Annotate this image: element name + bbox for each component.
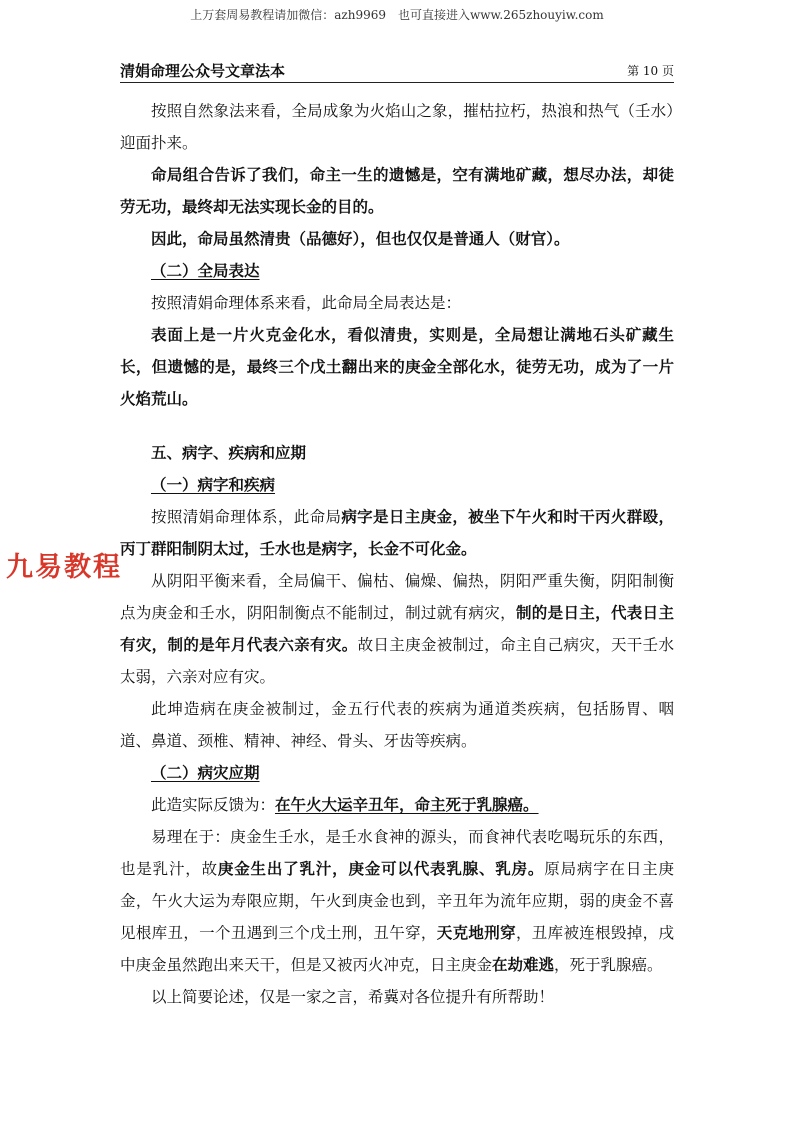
text-run: 此造实际反馈为： — [151, 796, 276, 814]
paragraph: 按照清娟命理体系来看，此命局全局表达是： — [151, 294, 462, 312]
paragraph-bold — [120, 319, 674, 415]
text-run: 从阴阳平衡来看，全局偏干、偏枯、偏燥、偏热，阴阳严重失衡，阴阳制衡点为庚金和壬水，阴阳制衡点不能制过，制过就有病灾， — [120, 572, 674, 622]
document-title: 清娟命理公众号文章法本 — [120, 62, 286, 80]
subheading-text: （二）病灾应期 — [151, 764, 260, 782]
text-run: 故日主庚金被制过，命主自己病灾，天干壬水太弱，六亲对应有灾。 — [120, 636, 674, 686]
text-run: 按照清娟命理体系，此命局 — [151, 508, 342, 526]
bold-underlined-text: 在午火大运辛丑年，命主死于乳腺癌。 — [275, 796, 539, 814]
bold-text: 因此，命局虽然清贵（品德好），但也仅仅是普通人（财官）。 — [151, 230, 570, 248]
bold-text: 命局组合告诉了我们，命主一生的遗憾是，空有满地矿藏，想尽办法，却徒劳无功，最终却无法实现长金的目的。 — [120, 166, 674, 216]
paragraph: 以上简要论述，仅是一家之言，希冀对各位提升有所帮助！ — [151, 988, 555, 1006]
page-header — [120, 60, 674, 83]
page-number: 第 10 页 — [627, 64, 674, 78]
site-banner: 上万套周易教程请加微信：azh9969 也可直接进入www.265zhouyiw.com — [190, 8, 604, 22]
bold-text: 在劫难逃 — [492, 956, 555, 974]
subheading — [120, 469, 674, 501]
bold-text: 天克地刑穿 — [436, 924, 516, 942]
paragraph: 按照自然象法来看，全局成象为火焰山之象，摧枯拉朽，热浪和热气（壬水）迎面扑来。 — [120, 102, 674, 152]
bold-text: 表面上是一片火克金化水，看似清贵，实则是，全局想让满地石头矿藏生长，但遗憾的是，最终三个戊土翻出来的庚金全部化水，徒劳无功，成为了一片火焰荒山。 — [120, 326, 674, 408]
subheading — [120, 757, 674, 789]
text-run: ，死于乳腺癌。 — [554, 956, 663, 974]
bold-text: 制的是日主，代表日主有灾，制的是年月代表六亲有灾。 — [120, 604, 674, 654]
watermark-logo: 九易教程 — [6, 552, 122, 583]
paragraph-bold — [120, 223, 674, 255]
subheading-text: （一）病字和疾病 — [151, 476, 276, 494]
subheading-text: （二）全局表达 — [151, 262, 260, 280]
paragraph — [120, 789, 674, 821]
paragraph-bold — [120, 159, 674, 223]
article-body — [120, 95, 674, 1013]
text-run: 易理在于：庚金生壬水，是壬水食神的源头，而食神代表吃喝玩乐的东西，也是乳汁，故 — [120, 828, 674, 878]
text-run: ，丑库被连根毁掉，戌中庚金虽然跑出来天干，但是又被丙火冲克，日主庚金 — [120, 924, 674, 974]
bold-text: 病字是日主庚金，被坐下午火和时干丙火群殴，丙丁群阳制阴太过，壬水也是病字，长金不可化金。 — [120, 508, 674, 558]
paragraph — [120, 565, 674, 693]
text-run: 原局病字在日主庚金，午火大运为寿限应期，午火到庚金也到，辛丑年为流年应期，弱的庚金不喜见根库丑，一个丑遇到三个戊土刑，丑午穿， — [120, 860, 674, 942]
paragraph: 此坤造病在庚金被制过，金五行代表的疾病为通道类疾病，包括肠胃、咽道、鼻道、颈椎、精神、神经、骨头、牙齿等疾病。 — [120, 700, 674, 750]
paragraph — [120, 501, 674, 565]
section-gap — [120, 415, 674, 437]
subheading — [120, 255, 674, 287]
bold-text: 庚金生出了乳汁，庚金可以代表乳腺、乳房。 — [217, 860, 545, 878]
section-heading: 五、病字、疾病和应期 — [151, 444, 307, 462]
paragraph — [120, 821, 674, 981]
